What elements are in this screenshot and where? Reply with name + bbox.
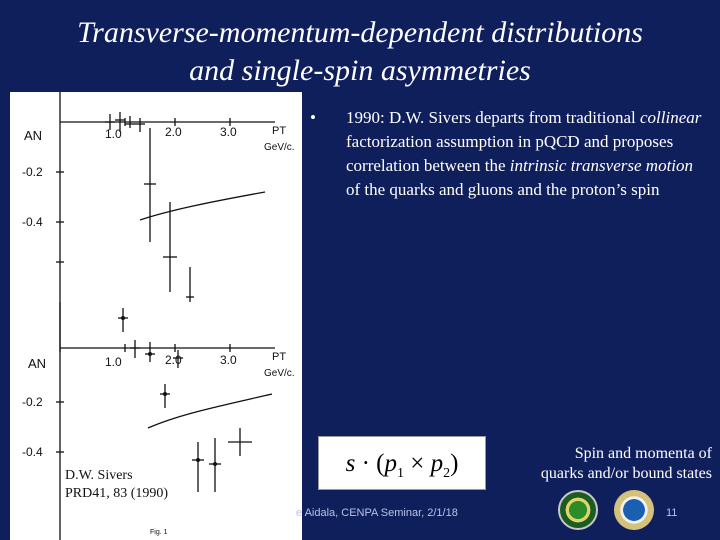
bullet-marker-icon: • — [310, 108, 316, 127]
bottom-x-tick-1: 1.0 — [105, 355, 122, 369]
bottom-x-tick-2: 2.0 — [165, 353, 182, 367]
bottom-x-unit: GeV/c. — [264, 368, 295, 379]
bottom-x-label: PT — [272, 351, 287, 363]
footer-text: e Aidala, CENPA Seminar, 2/1/18 — [296, 507, 458, 519]
caption-author: D.W. Sivers — [65, 468, 133, 483]
caption-reference: PRD41, 83 (1990) — [65, 486, 169, 501]
slide-title — [0, 14, 720, 90]
bullet-point — [310, 106, 710, 202]
title-line-2: and single-spin asymmetries — [189, 54, 531, 87]
top-x-label: PT — [272, 125, 287, 137]
bottom-y-label: AN — [28, 356, 47, 371]
page-number: 11 — [666, 507, 678, 519]
bullet-text: 1990: D.W. Sivers departs from traditional collinear factorization assumption in pQCD and proposes correlation between the intrinsic transverse motion of the quarks and gluons and the proton’s spin — [346, 108, 702, 199]
bottom-y-tick-1: -0.2 — [22, 395, 43, 409]
doe-seal-icon — [558, 490, 598, 530]
sivers-correlation-formula: $s \cdot (p_1 \times p_2)$ — [318, 436, 486, 490]
fig-label: Fig. 1 — [150, 529, 168, 536]
emph-collinear: collinear — [640, 108, 702, 127]
top-x-unit: GeV/c. — [264, 142, 295, 153]
formula-description: Spin and momenta of quarks and/or bound states — [540, 445, 712, 482]
bottom-x-tick-3: 3.0 — [220, 353, 237, 367]
bottom-y-tick-2: -0.4 — [22, 445, 43, 459]
top-x-tick-1: 1.0 — [105, 127, 122, 141]
sivers-figure — [10, 92, 302, 540]
bottom-points — [121, 316, 217, 466]
emph-intrinsic-motion: intrinsic transverse motion — [509, 156, 694, 175]
top-y-label: AN — [24, 128, 43, 143]
nsf-logo-icon — [614, 490, 654, 530]
top-y-tick-1: -0.2 — [22, 165, 43, 179]
figure-caption — [65, 467, 168, 503]
title-line-1: Transverse-momentum-dependent distributions — [77, 16, 643, 49]
bottom-plot — [56, 302, 275, 540]
top-x-tick-3: 3.0 — [220, 125, 237, 139]
top-y-tick-2: -0.4 — [22, 215, 43, 229]
top-x-tick-2: 2.0 — [165, 125, 182, 139]
